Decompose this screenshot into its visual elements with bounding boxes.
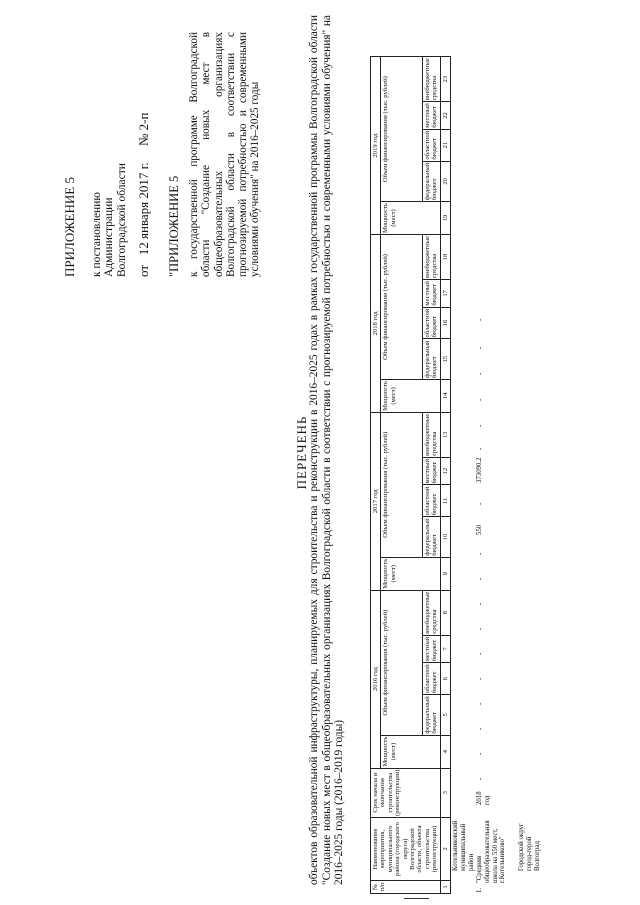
appendix-title: ПРИЛОЖЕНИЕ 5 bbox=[62, 177, 77, 277]
value-dash: - bbox=[476, 502, 484, 505]
header-fin: Объем финансирования (тыс. рублей) bbox=[381, 234, 422, 379]
header-year: 2018 год bbox=[371, 234, 381, 412]
header-ext: внебюджетные средства bbox=[423, 413, 439, 456]
header-year: 2017 год bbox=[371, 412, 381, 590]
col-number: 18 bbox=[440, 234, 450, 279]
col-number: 21 bbox=[440, 129, 450, 161]
value-dash: - bbox=[476, 602, 484, 605]
col-number: 7 bbox=[440, 635, 450, 663]
page-title: ПЕРЕЧЕНЬ bbox=[294, 415, 309, 490]
header-num: № п/п bbox=[371, 881, 441, 894]
objects-table bbox=[370, 56, 451, 894]
col-number: 6 bbox=[440, 663, 450, 695]
header-fed: федеральный бюджет bbox=[423, 518, 439, 556]
col-number: 4 bbox=[440, 735, 450, 768]
header-term: Срок начала и окончания строительства (реконструкции) bbox=[371, 768, 441, 817]
margin-mark bbox=[404, 893, 429, 899]
table-header-row bbox=[381, 57, 422, 894]
value-dash: - bbox=[476, 447, 484, 450]
col-number: 20 bbox=[440, 161, 450, 201]
header-power: Мощность (мест) bbox=[381, 735, 440, 768]
page-subtitle: объектов образовательной инфраструктуры, планируемых для строительства и реконструкции в 2016–2025 годах в рамках государственной программы Волгоградской области "Создание новых мест в общеобразовательных организациях Волгоградской области в соответствии с прогнозируемой потребностью и современными условиями обучения" на 2016–2025 годы (2016–2019 годы) bbox=[308, 15, 346, 885]
col-number: 17 bbox=[440, 280, 450, 308]
header-power: Мощность (мест) bbox=[381, 202, 440, 235]
value-dash: - bbox=[476, 652, 484, 655]
header-line: Волгоградской области bbox=[115, 163, 128, 277]
quote-text: к государственной программе Волгоградской области "Создание новых мест в общеобразовательных организациях Волгоградской области в соответствии с прогнозируемой потребностью и современными условиями обучения" на 2016–2025 годы bbox=[188, 32, 262, 277]
header-loc: местный бюджет bbox=[423, 103, 439, 128]
row-name: "Средняя общеобразовательная школа на 550 мест, г.Котельниково" bbox=[476, 820, 507, 883]
col-number: 11 bbox=[440, 485, 450, 517]
value-dash: - bbox=[476, 777, 484, 780]
row-term: 2018 год bbox=[476, 791, 491, 805]
header-power: Мощность (мест) bbox=[381, 557, 440, 590]
header-loc: местный бюджет bbox=[423, 281, 439, 306]
header-line: Администрации bbox=[103, 197, 115, 277]
value-dash: - bbox=[476, 424, 484, 427]
col-number: 19 bbox=[440, 202, 450, 235]
header-reg: областной бюджет bbox=[423, 664, 439, 694]
value-dash: - bbox=[476, 372, 484, 375]
col-number: 12 bbox=[440, 457, 450, 485]
col-number: 23 bbox=[440, 57, 450, 102]
column-number-row bbox=[440, 57, 450, 894]
section-label: Городской округ город-герой Волгоград bbox=[518, 823, 541, 871]
value-dash: - bbox=[476, 727, 484, 730]
header-block bbox=[64, 27, 151, 277]
header-fed: федеральный бюджет bbox=[423, 696, 439, 734]
col-number: 15 bbox=[440, 339, 450, 379]
header-loc: местный бюджет bbox=[423, 458, 439, 484]
date-line: от 12 января 2017 г. № 2-п bbox=[136, 112, 151, 277]
header-fin: Объем финансирования (тыс. рублей) bbox=[381, 412, 422, 557]
header-loc: местный бюджет bbox=[423, 636, 439, 662]
value-dash: - bbox=[476, 318, 484, 321]
value-dash: - bbox=[476, 752, 484, 755]
col-number: 13 bbox=[440, 412, 450, 457]
col-number: 5 bbox=[440, 695, 450, 735]
header-line: к постановлению bbox=[90, 192, 103, 277]
header-reg: областной бюджет bbox=[423, 308, 439, 338]
header-fed: федеральный бюджет bbox=[423, 162, 439, 201]
col-number: 2 bbox=[440, 818, 450, 881]
row-number: 1. bbox=[476, 887, 483, 893]
header-fed: федеральный бюджет bbox=[423, 340, 439, 378]
col-number: 14 bbox=[440, 379, 450, 412]
header-reg: областной бюджет bbox=[423, 486, 439, 516]
col-number: 3 bbox=[440, 768, 450, 817]
value-dash: - bbox=[476, 398, 484, 401]
col-number: 16 bbox=[440, 307, 450, 339]
col-number: 22 bbox=[440, 102, 450, 130]
header-name: Наименование мероприятия, муниципального района (городского округа) Волгоградской области, объекта строительства (реконструкции) bbox=[371, 818, 441, 881]
header-year: 2019 год bbox=[371, 57, 381, 235]
header-reg: областной бюджет bbox=[423, 130, 439, 160]
quote-block bbox=[167, 32, 262, 395]
value-dash: - bbox=[476, 677, 484, 680]
col-number: 10 bbox=[440, 517, 450, 557]
header-year: 2016 год bbox=[371, 590, 381, 768]
header-power: Мощность (мест) bbox=[381, 379, 440, 412]
value-dash: - bbox=[476, 702, 484, 705]
col-number: 8 bbox=[440, 590, 450, 635]
power-value: 550 bbox=[476, 524, 483, 535]
col-number: 9 bbox=[440, 557, 450, 590]
regional-value: 373090,2 bbox=[476, 457, 483, 483]
section-label: Котельниковский муниципальный район bbox=[452, 820, 475, 871]
header-fin: Объем финансирования (тыс. рублей) bbox=[381, 57, 422, 202]
value-dash: - bbox=[476, 346, 484, 349]
col-number: 1 bbox=[440, 881, 450, 894]
value-dash: - bbox=[476, 577, 484, 580]
value-dash: - bbox=[476, 552, 484, 555]
header-ext: внебюджетные средства bbox=[423, 58, 439, 101]
header-ext: внебюджетные средства bbox=[423, 591, 439, 634]
header-fin: Объем финансирования (тыс. рублей) bbox=[381, 590, 422, 735]
value-dash: - bbox=[476, 627, 484, 630]
table-header-row bbox=[371, 57, 381, 894]
quote-appendix: "ПРИЛОЖЕНИЕ 5 bbox=[167, 175, 181, 277]
header-ext: внебюджетные средства bbox=[423, 235, 439, 279]
